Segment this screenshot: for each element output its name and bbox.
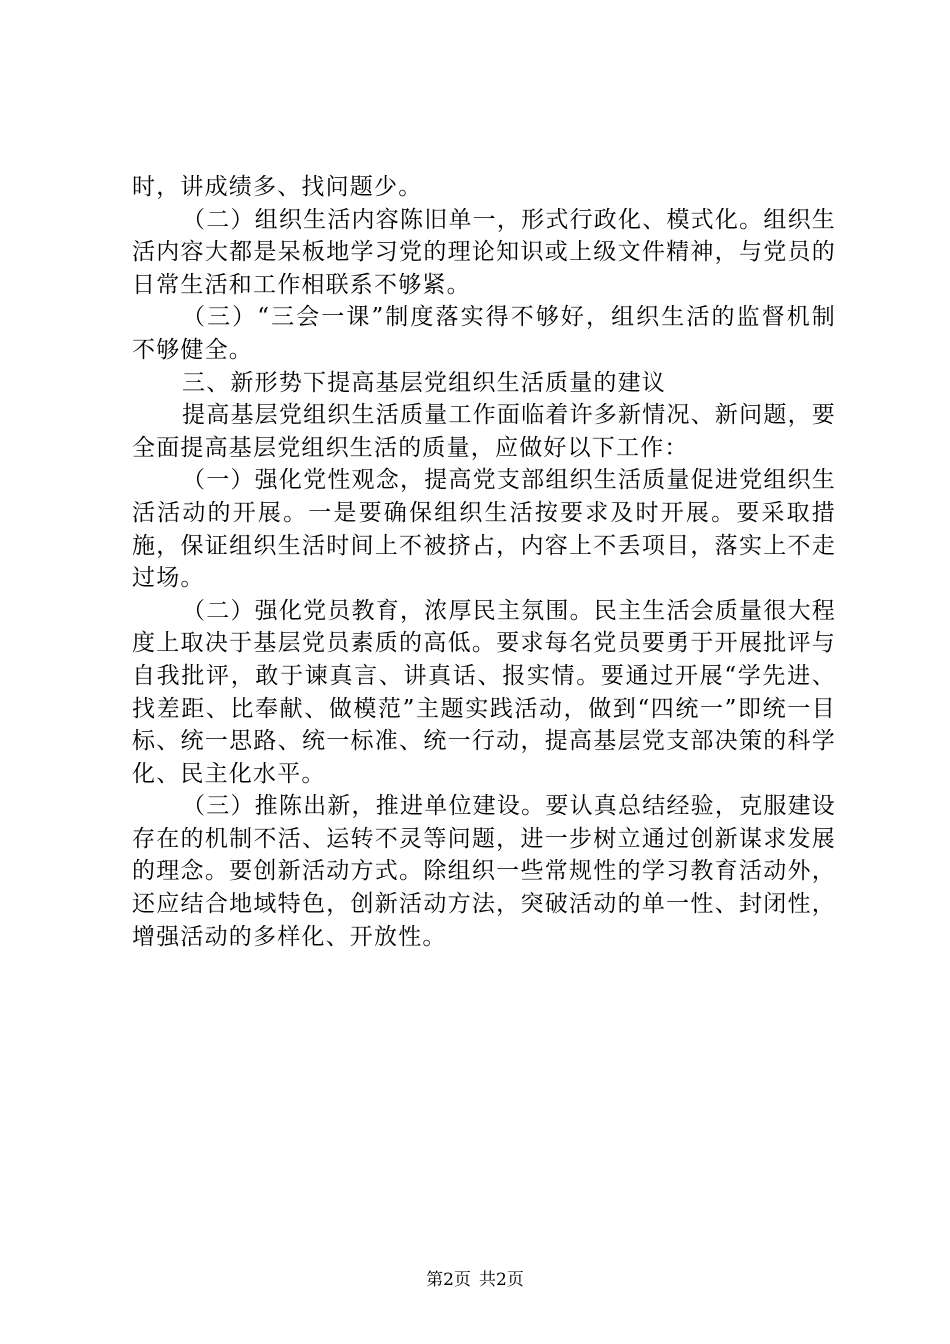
page-number: 第2页 bbox=[426, 1270, 471, 1290]
paragraph-suggestion-two: （二）强化党员教育，浓厚民主氛围。民主生活会质量很大程度上取决于基层党员素质的高低。要求每名党员要勇于开展批评与自我批评，敢于谏真言、讲真话、报实情。要通过开展“学先进、找差距、比奉献、做模范”主题实践活动，做到“四统一”即统一目标、统一思路、统一标准、统一行动，提高基层党支部决策的科学化、民主化水平。 bbox=[132, 597, 836, 787]
paragraph-suggestion-three: （三）推陈出新，推进单位建设。要认真总结经验，克服建设存在的机制不活、运转不灵等问题，进一步树立通过创新谋求发展的理念。要创新活动方式。除组织一些常规性的学习教育活动外，还应结合地域特色，创新活动方法，突破活动的单一性、封闭性，增强活动的多样化、开放性。 bbox=[132, 793, 836, 950]
section-heading: 三、新形势下提高基层党组织生活质量的建议 bbox=[182, 369, 666, 396]
paragraph-continuation: 时，讲成绩多、找问题少。 bbox=[132, 174, 423, 200]
paragraph-item-three: （三）“三会一课”制度落实得不够好，组织生活的监督机制不够健全。 bbox=[132, 304, 836, 363]
paragraph-intro: 提高基层党组织生活质量工作面临着许多新情况、新问题，要全面提高基层党组织生活的质量，应做好以下工作： bbox=[132, 402, 836, 461]
document-body bbox=[132, 171, 836, 953]
paragraph-item-two: （二）组织生活内容陈旧单一，形式行政化、模式化。组织生活内容大都是呆板地学习党的理论知识或上级文件精神，与党员的日常生活和工作相联系不够紧。 bbox=[132, 206, 836, 298]
page-footer bbox=[0, 1268, 950, 1292]
paragraph-suggestion-one: （一）强化党性观念，提高党支部组织生活质量促进党组织生活活动的开展。一是要确保组织生活按要求及时开展。要采取措施，保证组织生活时间上不被挤占，内容上不丢项目，落实上不走过场。 bbox=[132, 467, 836, 592]
page-total: 共2页 bbox=[479, 1270, 524, 1290]
